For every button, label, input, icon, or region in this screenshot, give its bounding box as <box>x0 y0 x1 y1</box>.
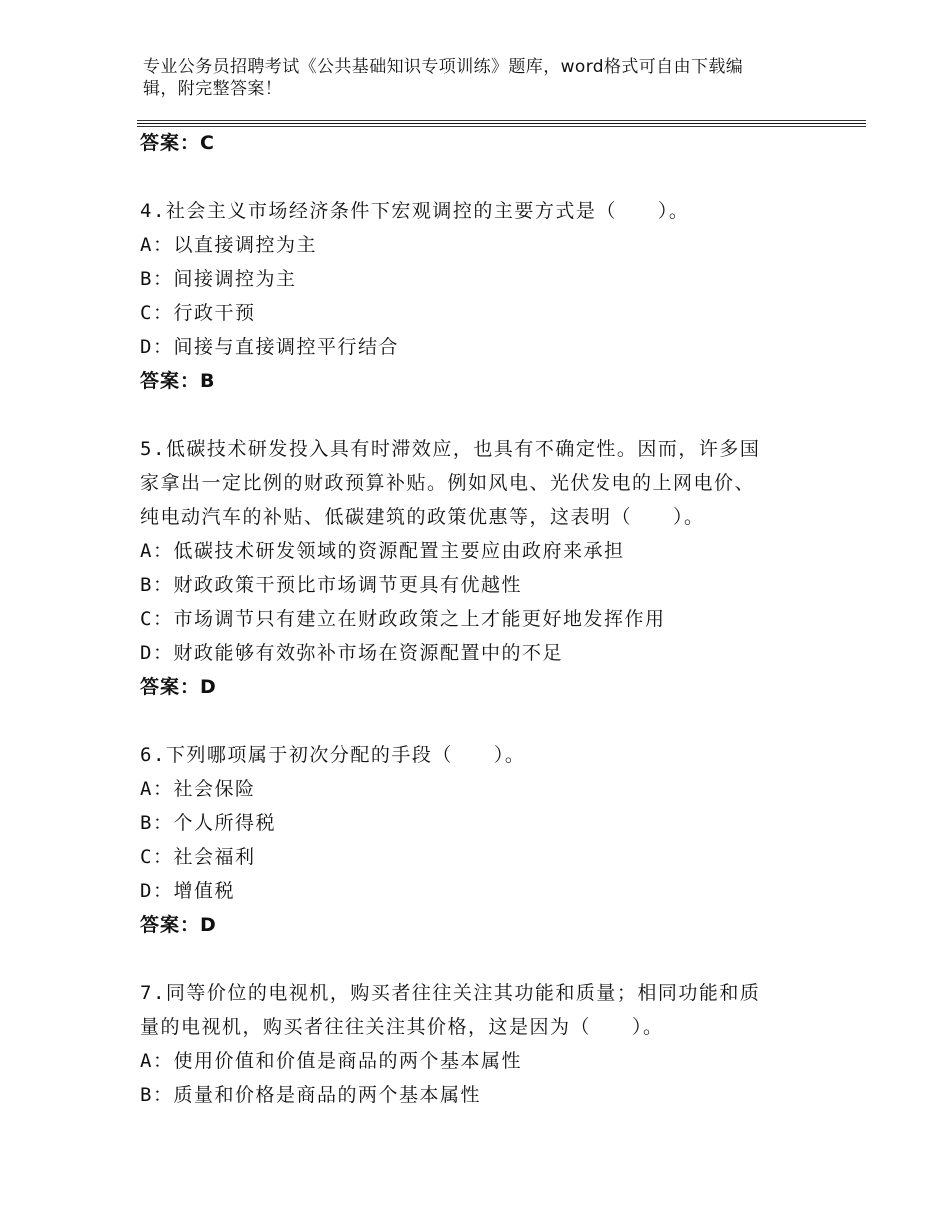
question-stem: 7.同等价位的电视机，购买者往往关注其功能和质量；相同功能和质 <box>140 982 761 1004</box>
spacer <box>140 398 820 432</box>
header-divider-top <box>137 120 866 121</box>
option-d: D：间接与直接调控平行结合 <box>140 336 399 358</box>
header-divider-middle <box>137 123 866 124</box>
option-c: C：社会福利 <box>140 846 256 868</box>
header-line-2: 辑，附完整答案！ <box>143 79 283 99</box>
option-d: D：财政能够有效弥补市场在资源配置中的不足 <box>140 642 563 664</box>
option-a: A：社会保险 <box>140 778 256 800</box>
option-c: C：市场调节只有建立在财政政策之上才能更好地发挥作用 <box>140 608 666 630</box>
option-b: B：个人所得税 <box>140 812 276 834</box>
answer: 答案：D <box>140 914 217 936</box>
answer: 答案：D <box>140 676 217 698</box>
option-d: D：增值税 <box>140 880 235 902</box>
option-a: A：使用价值和价值是商品的两个基本属性 <box>140 1050 522 1072</box>
question-stem: 5.低碳技术研发投入具有时滞效应，也具有不确定性。因而，许多国 <box>140 438 761 460</box>
question-stem: 4.社会主义市场经济条件下宏观调控的主要方式是（ ）。 <box>140 200 690 222</box>
question-stem: 6.下列哪项属于初次分配的手段（ ）。 <box>140 744 526 766</box>
answer: 答案：B <box>140 370 216 392</box>
spacer <box>140 942 820 976</box>
spacer <box>140 704 820 738</box>
question-7 <box>140 976 820 1112</box>
question-stem: 量的电视机，购买者往往关注其价格，这是因为（ ）。 <box>140 1016 664 1038</box>
header-line-1: 专业公务员招聘考试《公共基础知识专项训练》题库，word格式可自由下载编 <box>143 57 744 77</box>
spacer <box>140 160 820 194</box>
question-stem: 纯电动汽车的补贴、低碳建筑的政策优惠等，这表明（ ）。 <box>140 506 705 528</box>
question-stem: 家拿出一定比例的财政预算补贴。例如风电、光伏发电的上网电价、 <box>140 472 756 494</box>
option-b: B：财政政策干预比市场调节更具有优越性 <box>140 574 522 596</box>
option-b: B：间接调控为主 <box>140 268 297 290</box>
document-header <box>143 56 783 100</box>
question-4 <box>140 194 820 398</box>
question-6 <box>140 738 820 942</box>
option-c: C：行政干预 <box>140 302 256 324</box>
previous-answer: 答案：C <box>140 132 215 154</box>
option-a: A：以直接调控为主 <box>140 234 317 256</box>
option-a: A：低碳技术研发领域的资源配置主要应由政府来承担 <box>140 540 625 562</box>
question-5 <box>140 432 820 704</box>
question-list <box>140 126 820 1112</box>
option-b: B：质量和价格是商品的两个基本属性 <box>140 1084 481 1106</box>
